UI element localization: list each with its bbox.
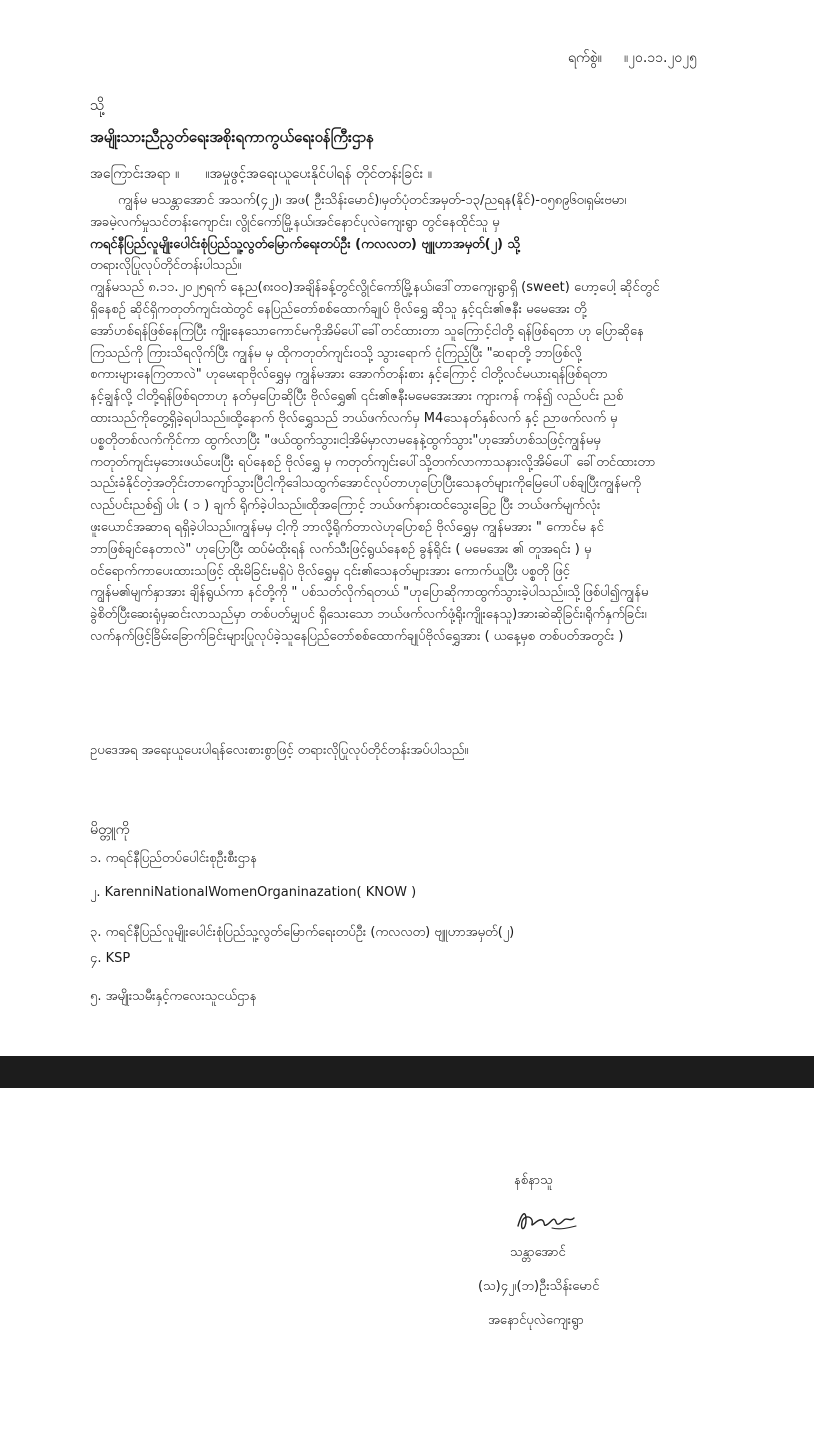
body-line: လက်နက်ဖြင့်ခြိမ်းခြောက်ခြင်းများပြုလုပ်ခဲ့သူနေပြည်တော်စစ်ထောက်ချုပ်ဗိုလ်ရွှေအား ( ယနေ့မှစ တစ်ပတ်အတွင်း )	[90, 628, 624, 644]
date-line	[568, 48, 697, 69]
signer-id: (သ)၄၂၊(ဘ)ဦးသိန်းမောင်	[478, 1279, 600, 1294]
dark-separator-band	[0, 1056, 814, 1088]
body-line: ဘာဖြစ်ချင်နေတာလဲ" ဟုပြောပြီး ထပ်မံထိုးရန် လက်သီးဖြင့်ရွယ်နေစဉ် ခွန်ရိုင်း ( မမေအေး ၏ တူအရင်း ) မှ	[90, 541, 592, 557]
body-line: တရားလိုပြုလုပ်တိုင်တန်းပါသည်။	[90, 258, 242, 274]
body-line: ကတုတ်ကျင်းမှဘေးဖယ်ပေးပြီး ရပ်နေစဉ် ဗိုလ်ရွှေ မှ ကတုတ်ကျင်းပေါ်သို့တက်လာကာသနားလို့အိမ်ပေါ် ခေါ်တင်ထားတာ	[90, 454, 656, 470]
body-line: သည်းခံနိုင်တဲ့အတိုင်းတာကျော်သွားပြီငါ့ကိုဒေါသထွက်အောင်လုပ်တာဟုပြောပြီးသေနတ်များကိုမြေပေါ်ပစ်ချပြီးကျွန်မကို	[90, 476, 641, 492]
body-line: ဖူးယောင်အဆာရ ရရှိခဲ့ပါသည်။ကျွန်မမှ ငါ့ကို ဘာလို့ရိုက်တာလဲဟုပြောစဉ် ဗိုလ်ရွှေမှ ကျွန်မအား " ကောင်မ နင်	[90, 519, 604, 535]
body-line: နင့်ချွန်လို့ ငါတို့ရန်ဖြစ်ရတာဟု နတ်မှပြောဆိုပြီး ဗိုလ်ရွှေ၏ ၎င်း၏ဇနီးမမေအေးအား ကျားကန် ကန်၍ လည်ပင်း ညစ်	[90, 389, 624, 405]
signer-address: အနောင်ပုလဲကျေးရွာ	[488, 1313, 584, 1328]
body-line: ကြသည်ကို ကြားသိရလိုက်ပြီး ကျွန်မ မှ ထိုကတုတ်ကျင်းဝသို့ သွားရောက် ငုံကြည့်ပြီး "ဆရာတို့ ဘာဖြစ်လို့	[90, 345, 582, 361]
cc-item: ၄. KSP	[90, 951, 131, 966]
subject-line	[90, 164, 432, 185]
body-line: ကျွန်မ မသန္တာအောင် အသက်(၄၂)၊ အဖ( ဦးသိန်းမောင်)၊မှတ်ပုံတင်အမှတ်-၁၃/ညရန(နိုင်)-၀၅၈၉၆၀၊ရှမ်းဗမာ၊	[118, 193, 627, 208]
body-line: ဝင်ရောက်ကာပေးထားသဖြင့် ထိုးမိခြင်းမရှိပဲ ဗိုလ်ရွှေမှ ၎င်း၏သေနတ်များအား ကောက်ယူပြီး ပစ္စတို ဖြင့်	[90, 563, 570, 579]
body-line: လည်ပင်းညစ်၍ ပါး ( ၁ ) ချက် ရိုက်ခဲ့ပါသည်။ထိုအကြောင့် ဘယ်ဖက်နားထင်သွေးခြေဥ ပြီး ဘယ်ဖက်မျက်လုံး	[90, 498, 601, 514]
letter-body	[90, 190, 738, 648]
body-line: ကျွန်မသည် ၈.၁၁.၂၀၂၅ရက် နေ့ည(၈း၀၀)အချိန်ခန့်တွင်လွိုင်ကော်မြို့နယ်၊ဒေါ်တာကျေးရွာရှိ (sweet) ဟော့ပေါ့ ဆိုင်တွင်	[90, 280, 660, 296]
cc-item: ၃. ကရင်နီပြည်လူမျိုးပေါင်းစုံပြည်သူ့လွတ်မြောက်ရေးတပ်ဦး (ကလလတ) ဗျူဟာအမှတ်(၂)	[90, 925, 515, 940]
body-line: စကားများနေကြတာလဲ" ဟုမေးရာဗိုလ်ရွှေမှ ကျွန်မအား အောက်တန်းစား နှင့်ကြောင့် ငါတို့လင်မယားရန်ဖြစ်ရတာ	[90, 367, 608, 383]
signature-respectfully: နစ်နာသူ	[514, 1173, 553, 1188]
handwritten-signature	[512, 1204, 582, 1236]
cc-item: ၅. အမျိုးသမီးနှင့်ကလေးသူငယ်ဌာန	[90, 989, 257, 1004]
body-line: ကရင်နီပြည်လူမျိုးပေါင်းစုံပြည်သူ့လွတ်မြောက်ရေးတပ်ဦး (ကလလတ) ဗျူဟာအမှတ်(၂) သို့	[90, 236, 521, 252]
body-line: ရှိနေစဉ် ဆိုင်ရှိကတုတ်ကျင်းထဲတွင် နေပြည်တော်စစ်ထောက်ချုပ် ဗိုလ်ရွှေ ဆိုသူ နှင့်၎င်း၏ဇနီး မမေအေး တို့	[90, 301, 587, 317]
body-line: ကျွန်မ၏မျက်နှာအား ချိန်ရွယ်ကာ နင်တို့ကို " ပစ်သတ်လိုက်ရတယ် "ဟုပြောဆိုကာထွက်သွားခဲ့ပါသည်။သို့ဖြစ်ပါ၍ကျွန်မ	[90, 585, 649, 601]
signer-name: သန္တာအောင်	[510, 1245, 566, 1260]
body-line: အခမဲ့လက်မှုသင်တန်းကျောင်း၊ လွိုင်ကော်မြို့နယ်၊အင်နောင်ပုလဲကျေးရွာ တွင်နေထိုင်သူ မှ	[90, 214, 500, 230]
cc-item: ၁. ကရင်နီပြည်တပ်ပေါင်းစုဦးစီးဌာန	[90, 851, 257, 866]
body-line: ထားသည်ကိုတွေ့ရှိခဲ့ရပါသည်။ထို့နောက် ဗိုလ်ရွှေသည် ဘယ်ဖက်လက်မှ M4သေနတ်နှစ်လက် နှင့် ညာဖက်လက် မှ	[90, 410, 618, 426]
closing-line: ဥပဒေအရ အရေးယူပေးပါရန်လေးစားစွာဖြင့် တရားလိုပြုလုပ်တိုင်တန်းအပ်ပါသည်။	[90, 743, 469, 758]
body-line: ပစ္စတိုတစ်လက်ကိုင်ကာ ထွက်လာပြီး "ဖယ်ထွက်သွား၊ငါ့အိမ်မှာလာမနေနဲ့ထွက်သွား"ဟုအော်ဟစ်သဖြင့်ကျွန်မမှ	[90, 432, 601, 448]
subject-label: အကြောင်းအရာ ။	[90, 166, 180, 182]
date-value: ။၂၀.၁၁.၂၀၂၅	[623, 50, 698, 66]
date-label: ရက်စွဲ။	[568, 50, 602, 66]
body-line: အော်ဟစ်ရန်ဖြစ်နေကြပြီး ကျိုးနေသောကောင်မကိုအိမ်ပေါ်ခေါ်တင်ထားတာ သူကြောင့်ငါတို့ ရန်ဖြစ်ရတာ ဟု ပြောဆိုနေ	[90, 323, 644, 339]
cc-title: မိတ္တူကို	[90, 822, 130, 838]
body-line: ခွဲစိတ်ပြီးဆေးရုံမှဆင်းလာသည်မှာ တစ်ပတ်မျှပင် ရှိသေးသော ဘယ်ဖက်လက်ဖုံ့ရိုးကျိုးနေသူ)အားဆဲဆိုခြင်း၊ရိုက်နှက်ခြင်း၊	[90, 607, 647, 623]
to-label: သို့	[90, 96, 105, 114]
cc-item: ၂. KarenniNationalWomenOrganinazation( KNOW )	[90, 885, 417, 900]
subject-text: ။အမှုဖွင့်အရေးယူပေးနိုင်ပါရန် တိုင်တန်းခြင်း ။	[205, 166, 433, 182]
recipient: အမျိုးသားညီညွတ်ရေးအစိုးရကာကွယ်ရေးဝန်ကြီးဌာန	[90, 128, 375, 146]
